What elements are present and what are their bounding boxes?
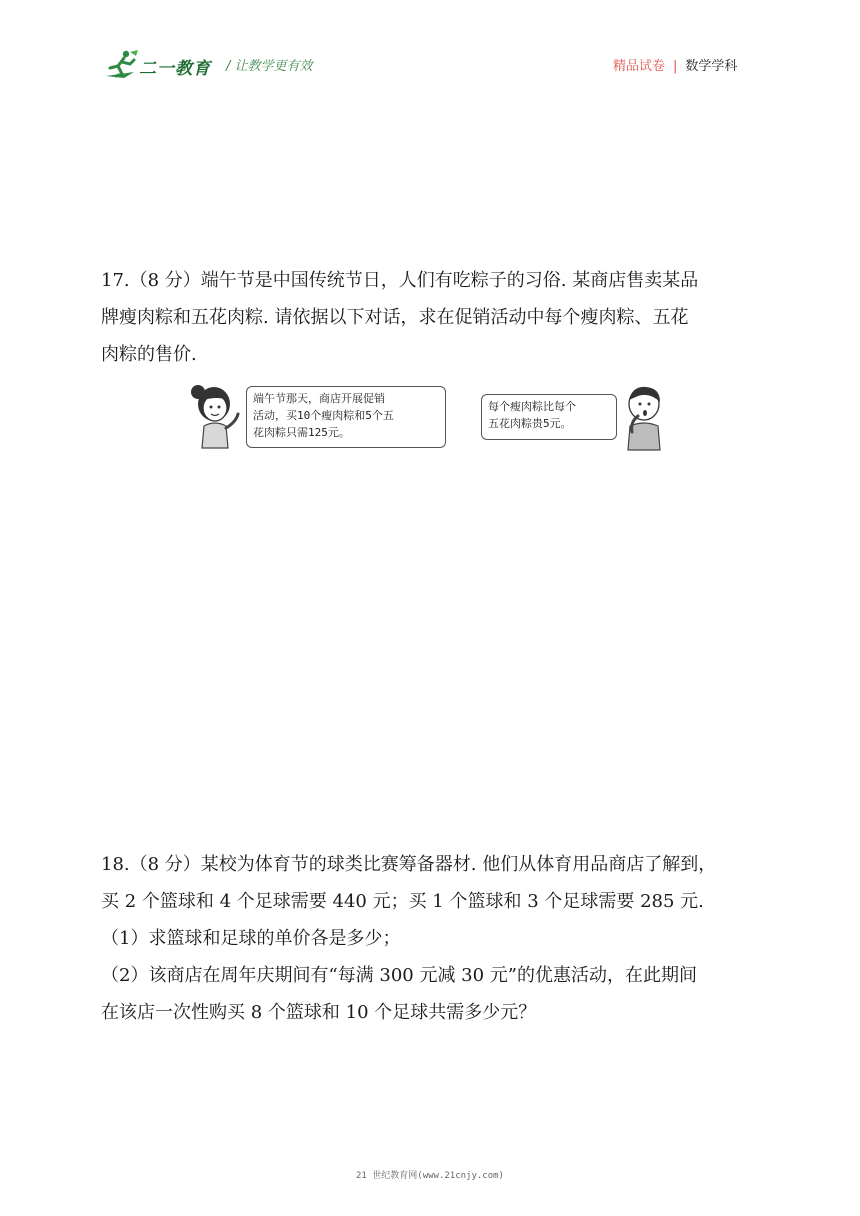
question-line: （2）该商店在周年庆期间有“每满 300 元减 30 元”的优惠活动，在此期间 <box>101 965 698 986</box>
girl-illustration-icon <box>188 378 246 454</box>
dialogue-figure <box>188 378 668 454</box>
bubble-line: 花肉粽只需125元。 <box>253 426 350 439</box>
question-line: 肉粽的售价. <box>101 344 197 365</box>
category-label: 精品试卷 <box>613 59 666 74</box>
page-header <box>0 0 860 100</box>
girl-speech-bubble <box>246 386 446 448</box>
boy-speech-bubble <box>481 394 617 440</box>
boy-illustration-icon <box>620 382 668 454</box>
page-footer: 21 世纪教育网(www.21cnjy.com) <box>356 1171 504 1181</box>
bubble-line: 五花肉粽贵5元。 <box>488 417 572 430</box>
question-line: 17.（8 分）端午节是中国传统节日，人们有吃粽子的习俗. 某商店售卖某品 <box>101 270 699 291</box>
question-18 <box>101 846 765 1031</box>
slogan: / 让教学更有效 <box>226 59 313 74</box>
question-line: 在该店一次性购买 8 个篮球和 10 个足球共需多少元？ <box>101 1002 537 1023</box>
question-line: 牌瘦肉粽和五花肉粽. 请依据以下对话，求在促销活动中每个瘦肉粽、五花 <box>101 307 689 328</box>
question-line: 18.（8 分）某校为体育节的球类比赛筹备器材. 他们从体育用品商店了解到， <box>101 854 717 875</box>
bubble-line: 端午节那天，商店开展促销 <box>253 392 385 405</box>
question-line: 买 2 个篮球和 4 个足球需要 440 元；买 1 个篮球和 3 个足球需要 285 元. <box>101 891 704 912</box>
header-separator: | <box>673 59 678 74</box>
bubble-line: 每个瘦肉粽比每个 <box>488 400 576 413</box>
logo-text: 二一教育 <box>139 59 211 79</box>
header-right <box>613 55 737 74</box>
bubble-line: 活动，买10个瘦肉粽和5个五 <box>253 409 394 422</box>
subject-label: 数学学科 <box>685 59 738 74</box>
question-17 <box>101 262 765 373</box>
question-line: （1）求篮球和足球的单价各是多少； <box>101 928 401 949</box>
